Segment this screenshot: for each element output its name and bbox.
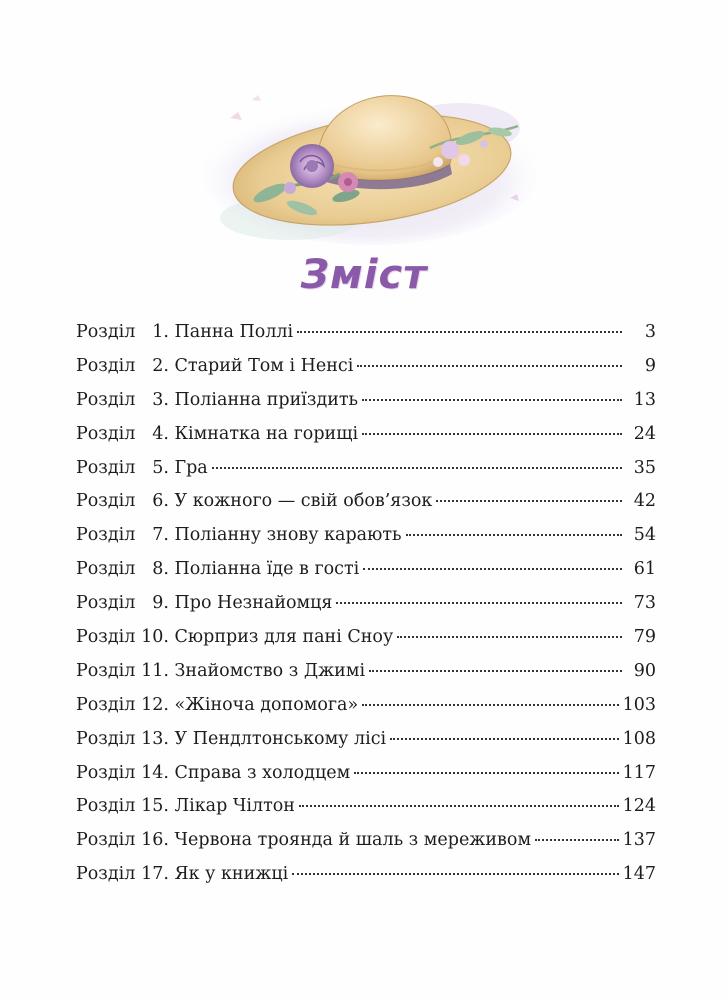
chapter-title: . «Жіноча допомога» — [163, 695, 358, 715]
chapter-title: . У Пендлтонському лісі — [163, 729, 386, 749]
page-number: 3 — [644, 322, 656, 342]
dot-leader — [363, 568, 622, 570]
page-number: 24 — [633, 423, 656, 444]
chapter-title: . Червона троянда й шаль з мереживом — [163, 830, 531, 850]
chapter-title: . Як у книжці — [163, 864, 288, 884]
page-number: 90 — [633, 660, 656, 681]
straw-hat-with-flowers-illustration — [200, 78, 540, 248]
page-number: 147 — [622, 864, 656, 885]
chapter-label: Розділ — [76, 525, 136, 546]
dot-leader — [297, 331, 622, 333]
dot-leader — [362, 704, 618, 706]
chapter-title: . Поліанну знову карають — [163, 525, 401, 545]
dot-leader — [292, 873, 618, 875]
chapter-title: . Знайомство з Джимі — [163, 661, 365, 681]
toc-entry[interactable] — [76, 491, 656, 525]
chapter-label: Розділ — [76, 491, 136, 512]
toc-entry[interactable] — [76, 763, 656, 797]
page-number: 108 — [622, 728, 656, 749]
page-number: 124 — [622, 796, 656, 817]
dot-leader — [354, 772, 618, 774]
toc-entry[interactable] — [76, 525, 656, 559]
chapter-label: Розділ — [76, 389, 136, 410]
page-number: 13 — [633, 389, 656, 410]
dot-leader — [357, 365, 622, 367]
toc-entry[interactable] — [76, 830, 656, 864]
chapter-title: . Гра — [163, 458, 207, 478]
dot-leader — [397, 636, 622, 638]
dot-leader — [362, 433, 622, 435]
toc-entry[interactable] — [76, 356, 656, 390]
chapter-title: . Сюрприз для пані Сноу — [163, 627, 393, 647]
chapter-label: Розділ — [76, 627, 136, 648]
chapter-title: . Поліанна їде в гості — [163, 559, 359, 579]
dot-leader — [299, 805, 619, 807]
chapter-label: Розділ — [76, 457, 136, 478]
chapter-number: 6 — [152, 491, 164, 512]
chapter-number: 11 — [141, 660, 164, 681]
chapter-number: 4 — [152, 423, 164, 444]
page-number: 61 — [633, 559, 656, 580]
toc-entry[interactable] — [76, 627, 656, 661]
page-number: 117 — [622, 762, 656, 783]
toc-entry[interactable] — [76, 458, 656, 492]
page-number: 42 — [633, 491, 656, 512]
chapter-label: Розділ — [76, 593, 136, 614]
toc-entry[interactable] — [76, 661, 656, 695]
chapter-number: 2 — [152, 355, 164, 376]
chapter-label: Розділ — [76, 660, 136, 681]
chapter-number: 13 — [141, 728, 164, 749]
dot-leader — [362, 399, 622, 401]
table-of-contents — [76, 322, 656, 898]
chapter-label: Розділ — [76, 694, 136, 715]
toc-entry[interactable] — [76, 390, 656, 424]
chapter-number: 16 — [141, 830, 164, 851]
dot-leader — [535, 839, 619, 841]
chapter-label: Розділ — [76, 423, 136, 444]
toc-entry[interactable] — [76, 695, 656, 729]
chapter-title: . Справа з холодцем — [163, 763, 350, 783]
dot-leader — [390, 738, 618, 740]
page-number: 103 — [622, 694, 656, 715]
chapter-number: 15 — [141, 796, 164, 817]
chapter-label: Розділ — [76, 728, 136, 749]
chapter-label: Розділ — [76, 864, 136, 885]
page-number: 79 — [633, 627, 656, 648]
page-number: 73 — [633, 593, 656, 614]
page-number: 137 — [622, 830, 656, 851]
chapter-number: 8 — [152, 559, 164, 580]
chapter-label: Розділ — [76, 355, 136, 376]
chapter-title: . Лікар Чілтон — [163, 796, 295, 816]
chapter-title: . Кімнатка на горищі — [163, 424, 358, 444]
dot-leader — [369, 670, 622, 672]
chapter-number: 3 — [152, 389, 164, 410]
dot-leader — [436, 500, 622, 502]
toc-entry[interactable] — [76, 796, 656, 830]
chapter-label: Розділ — [76, 830, 136, 851]
dot-leader — [212, 467, 622, 469]
chapter-title: . Про Незнайомця — [163, 593, 332, 613]
chapter-number: 7 — [152, 525, 164, 546]
dot-leader — [336, 602, 622, 604]
page-number: 54 — [633, 525, 656, 546]
toc-entry[interactable] — [76, 864, 656, 898]
toc-entry[interactable] — [76, 729, 656, 763]
chapter-title: . У кожного — свій обов’язок — [163, 491, 432, 511]
chapter-label: Розділ — [76, 322, 136, 342]
chapter-label: Розділ — [76, 796, 136, 817]
chapter-number: 10 — [141, 627, 164, 648]
chapter-number: 9 — [152, 593, 164, 614]
page-number: 35 — [633, 457, 656, 478]
chapter-number: 12 — [141, 694, 164, 715]
chapter-number: 14 — [141, 762, 164, 783]
page-number: 9 — [644, 355, 656, 376]
toc-entry[interactable] — [76, 559, 656, 593]
chapter-number: 5 — [152, 457, 164, 478]
chapter-title: . Старий Том і Ненсі — [163, 356, 353, 376]
chapter-title: . Панна Поллі — [163, 322, 293, 342]
chapter-label: Розділ — [76, 762, 136, 783]
chapter-number: 1 — [152, 322, 164, 342]
chapter-number: 17 — [141, 864, 164, 885]
dot-leader — [406, 534, 622, 536]
chapter-title: . Поліанна приїздить — [163, 390, 358, 410]
chapter-label: Розділ — [76, 559, 136, 580]
toc-entry[interactable] — [76, 322, 656, 356]
contents-heading: Зміст — [300, 252, 428, 298]
toc-entry[interactable] — [76, 593, 656, 627]
toc-entry[interactable] — [76, 424, 656, 458]
